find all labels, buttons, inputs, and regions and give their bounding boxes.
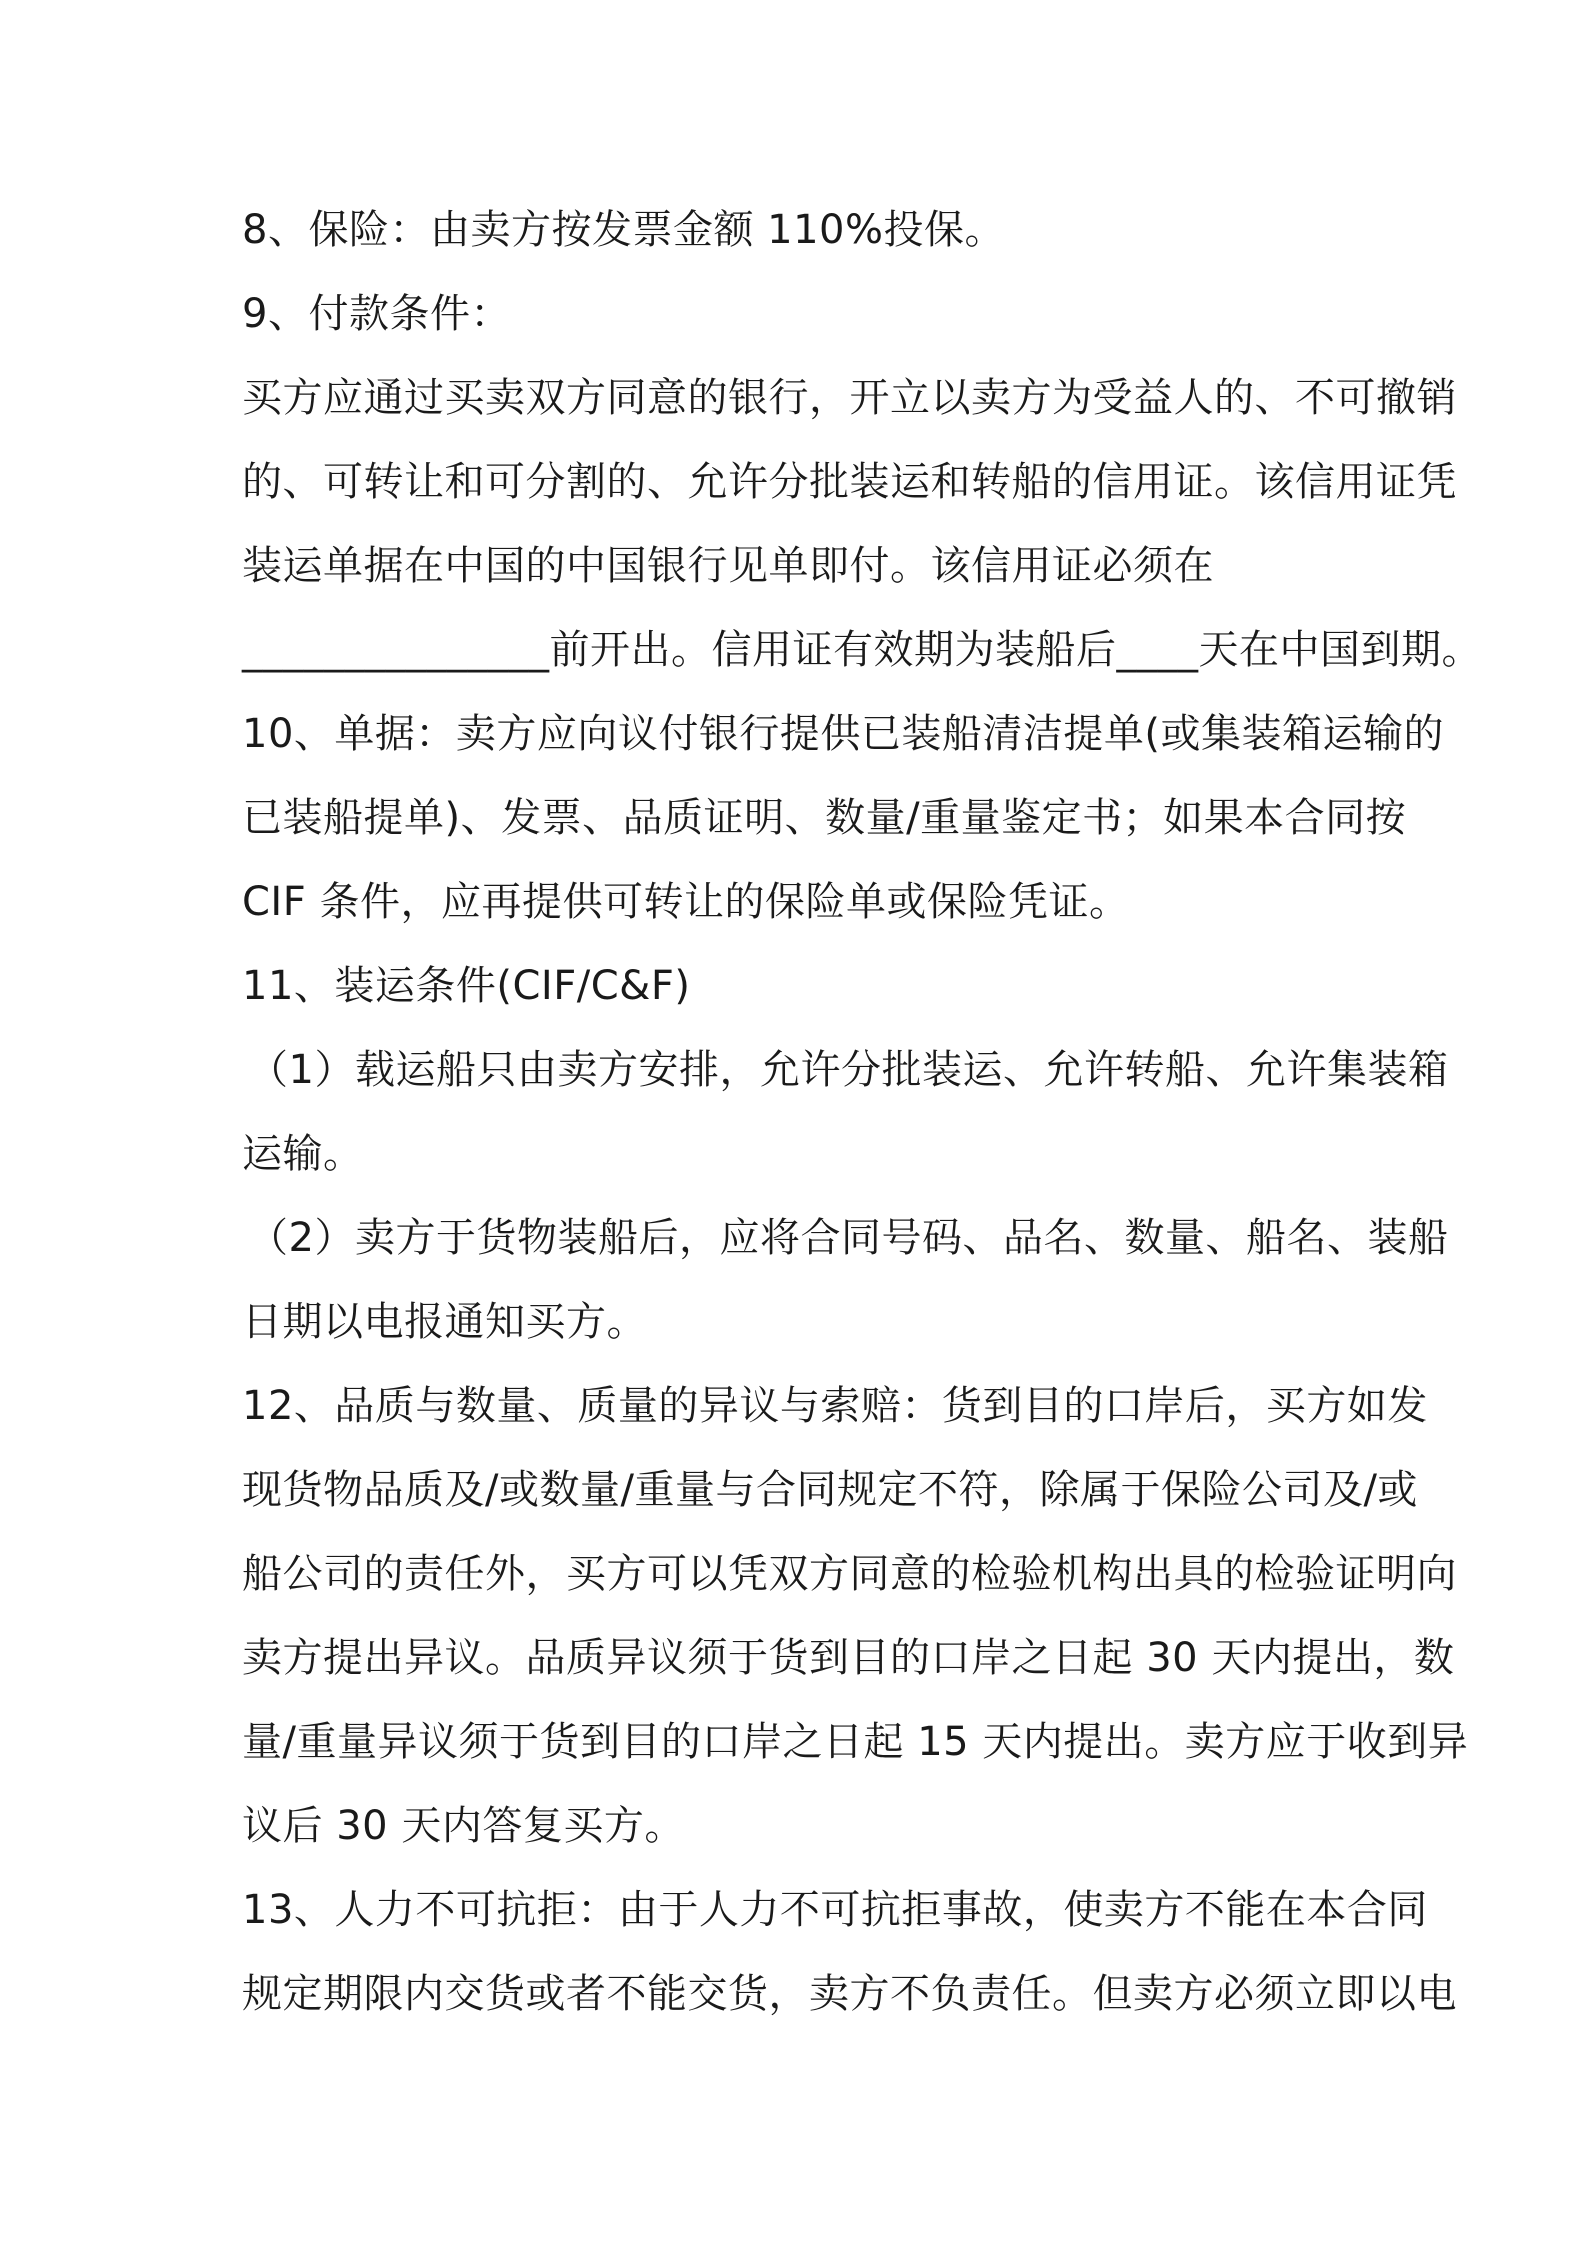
clause-12-claims-line-2: 现货物品质及/或数量/重量与合同规定不符，除属于保险公司及/或 [242,1467,1418,1513]
clause-9-payment-heading: 9、付款条件： [242,291,511,337]
clause-13-force-majeure-line-1: 13、人力不可抗拒：由于人力不可抗拒事故，使卖方不能在本合同 [242,1887,1428,1933]
clause-9-text-line-2: 的、可转让和可分割的、允许分批装运和转船的信用证。该信用证凭 [242,459,1457,505]
clause-9-text-line-3: 装运单据在中国的中国银行见单即付。该信用证必须在 [242,543,1214,589]
clause-12-claims-line-1: 12、品质与数量、质量的异议与索赔：货到目的口岸后，买方如发 [242,1383,1428,1429]
clause-8-insurance: 8、保险：由卖方按发票金额 110%投保。 [242,207,1006,253]
clause-10-documents-line-1: 10、单据：卖方应向议付银行提供已装船清洁提单(或集装箱运输的 [242,711,1445,757]
clause-10-documents-line-3: CIF 条件，应再提供可转让的保险单或保险凭证。 [242,879,1130,925]
clause-12-claims-line-3: 船公司的责任外，买方可以凭双方同意的检验机构出具的检验证明向 [242,1551,1457,1597]
clause-13-force-majeure-line-2: 规定期限内交货或者不能交货，卖方不负责任。但卖方必须立即以电 [242,1971,1457,2017]
clause-11-item-2-line-1: （2）卖方于货物装船后，应将合同号码、品名、数量、船名、装船 [248,1215,1449,1261]
clause-12-claims-line-5: 量/重量异议须于货到目的口岸之日起 15 天内提出。卖方应于收到异 [242,1719,1469,1765]
clause-11-item-1-line-1: （1）载运船只由卖方安排，允许分批装运、允许转船、允许集装箱 [248,1047,1449,1093]
clause-11-item-1-line-2: 运输。 [242,1131,364,1177]
clause-10-documents-line-2: 已装船提单)、发票、品质证明、数量/重量鉴定书；如果本合同按 [242,795,1407,841]
clause-11-item-2-line-2: 日期以电报通知买方。 [242,1299,647,1345]
clause-9-text-line-4: _______________前开出。信用证有效期为装船后____天在中国到期。 [242,627,1482,673]
clause-12-claims-line-4: 卖方提出异议。品质异议须于货到目的口岸之日起 30 天内提出，数 [242,1635,1455,1681]
clause-12-claims-line-6: 议后 30 天内答复买方。 [242,1803,685,1849]
clause-11-shipment-heading: 11、装运条件(CIF/C&F) [242,963,691,1009]
clause-9-text-line-1: 买方应通过买卖双方同意的银行，开立以卖方为受益人的、不可撤销 [242,375,1457,421]
